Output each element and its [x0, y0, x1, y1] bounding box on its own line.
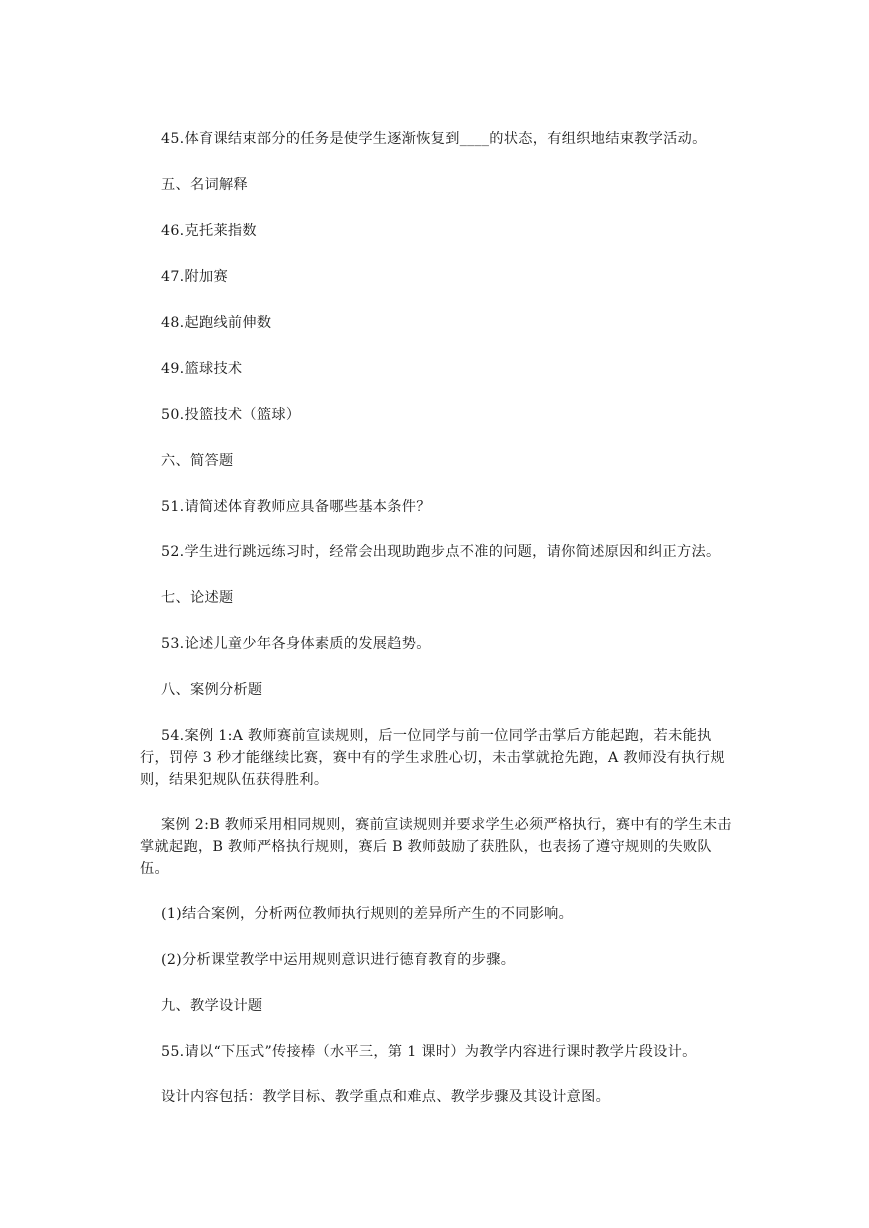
question-51: 51.请简述体育教师应具备哪些基本条件？ — [161, 499, 431, 515]
question-50: 50.投篮技术（篮球） — [161, 407, 301, 423]
question-54-case-1: 54.案例 1:A 教师赛前宣读规则，后一位同学与前一位同学击掌后方能起跑，若未能执行，罚停 3 秒才能继续比赛，赛中有的学生求胜心切，未击掌就抢先跑，A 教师没有执行规则，结果犯规队伍获得胜利。 — [140, 728, 725, 788]
question-45: 45.体育课结束部分的任务是使学生逐渐恢复到____的状态，有组织地结束教学活动。 — [161, 131, 707, 147]
question-48: 48.起跑线前伸数 — [161, 315, 272, 331]
question-55: 55.请以“下压式”传接棒（水平三，第 1 课时）为教学内容进行课时教学片段设计。 — [161, 1044, 697, 1060]
question-54-part-2: (2)分析课堂教学中运用规则意识进行德育教育的步骤。 — [161, 952, 516, 968]
question-47: 47.附加赛 — [161, 269, 228, 285]
question-52: 52.学生进行跳远练习时，经常会出现助跑步点不准的问题，请你简述原因和纠正方法。 — [161, 544, 721, 560]
question-55-design-content: 设计内容包括：教学目标、教学重点和难点、教学步骤及其设计意图。 — [161, 1089, 611, 1105]
question-54-part-1: (1)结合案例，分析两位教师执行规则的差异所产生的不同影响。 — [161, 906, 574, 922]
section-heading-8: 八、案例分析题 — [161, 682, 263, 698]
section-heading-6: 六、简答题 — [161, 453, 234, 469]
section-heading-5: 五、名词解释 — [161, 177, 248, 193]
section-heading-7: 七、论述题 — [161, 590, 234, 606]
question-53: 53.论述儿童少年各身体素质的发展趋势。 — [161, 636, 431, 652]
question-49: 49.篮球技术 — [161, 361, 243, 377]
question-54-case-2: 案例 2:B 教师采用相同规则，赛前宣读规则并要求学生必须严格执行，赛中有的学生未击掌就起跑，B 教师严格执行规则，赛后 B 教师鼓励了获胜队，也表扬了遵守规则的失败队伍。 — [140, 817, 732, 877]
section-heading-9: 九、教学设计题 — [161, 998, 263, 1014]
question-46: 46.克托莱指数 — [161, 223, 257, 239]
